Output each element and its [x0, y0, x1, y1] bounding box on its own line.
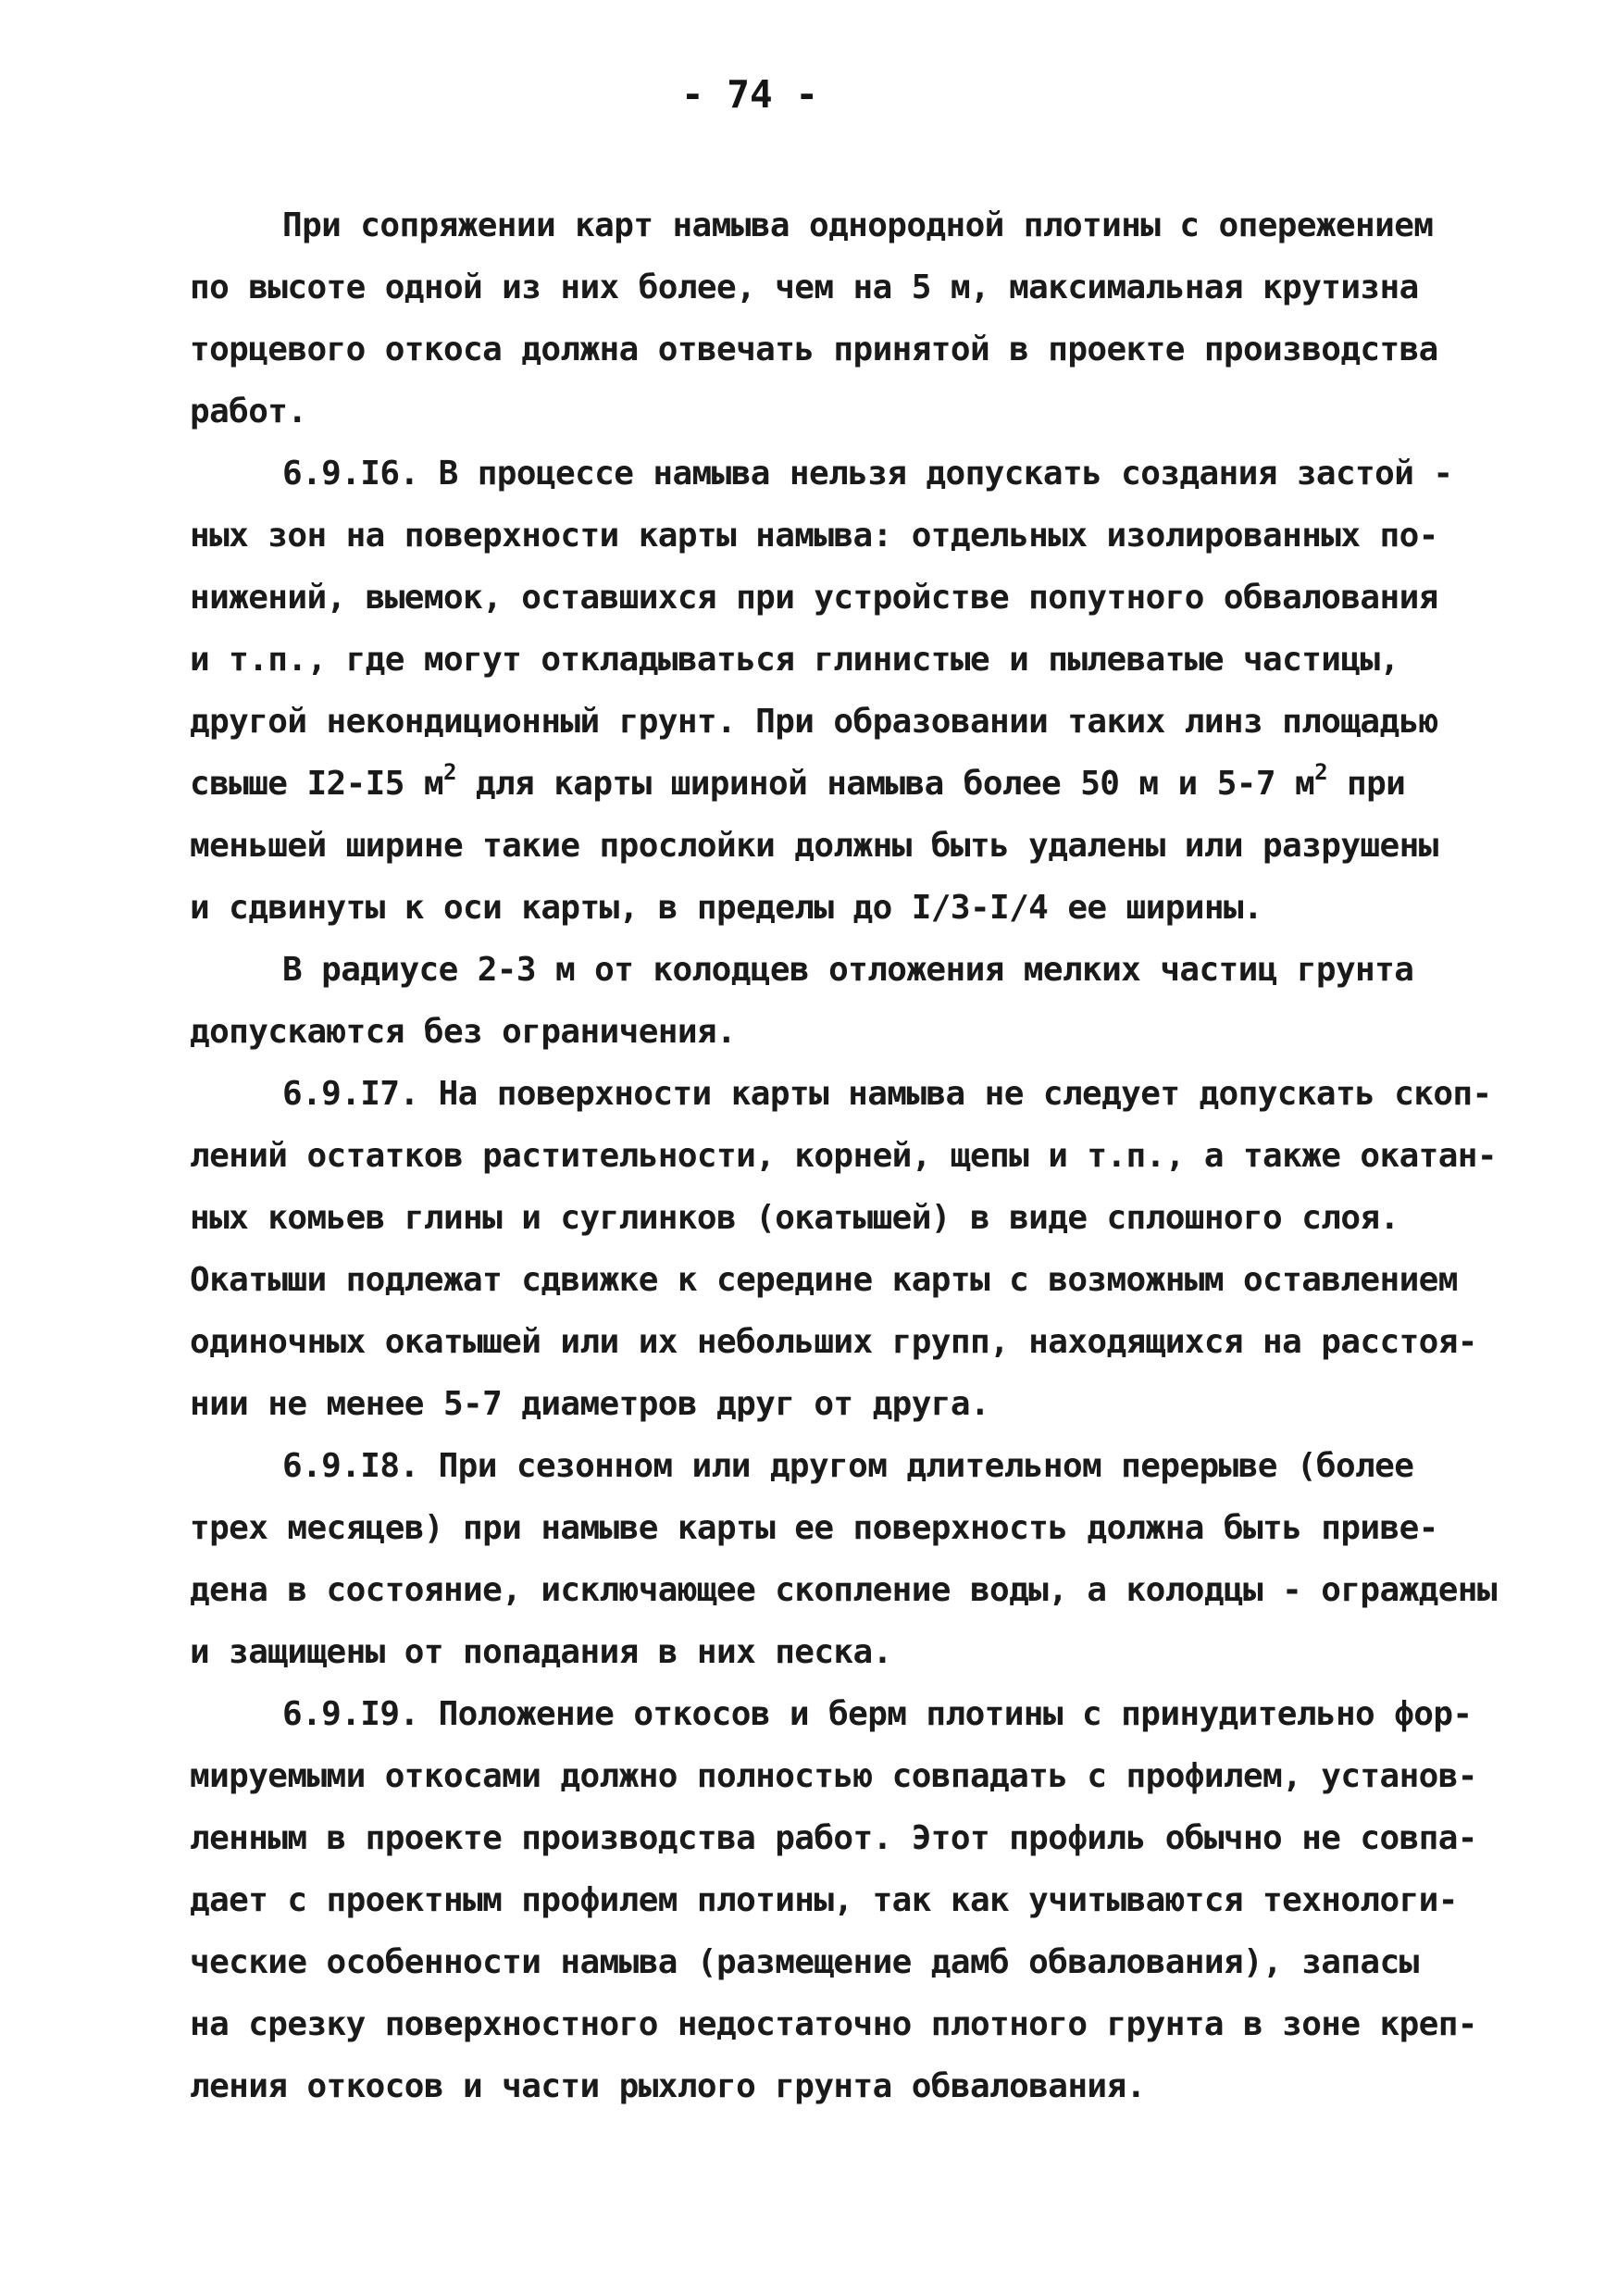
- text-line: ческие особенности намыва (размещение дамб обвалования), запасы: [190, 1943, 1419, 1981]
- text-line-with-superscripts: [190, 753, 1476, 815]
- text-line: 6.9.I6. В процессе намыва нельзя допускать создания застой -: [282, 455, 1453, 493]
- text-segment: свыше I2-I5 м: [190, 765, 443, 803]
- page-number: - 74 -: [680, 72, 819, 117]
- text-line: другой некондиционный грунт. При образовании таких линз площадью: [190, 703, 1438, 741]
- superscript: 2: [442, 759, 456, 785]
- text-line: ных зон на поверхности карты намыва: отдельных изолированных по-: [190, 517, 1438, 555]
- text-line: Окатыши подлежат сдвижке к середине карты с возможным оставлением: [190, 1261, 1458, 1299]
- text-line: дена в состояние, исключающее скопление воды, а колодцы - ограждены: [190, 1571, 1497, 1609]
- text-line: 6.9.I8. При сезонном или другом длительном перерыве (более: [282, 1447, 1414, 1485]
- body-text: [190, 194, 1497, 2117]
- text-line: При сопряжении карт намыва однородной плотины с опережением: [282, 206, 1434, 244]
- paragraph-6-9-16: [190, 443, 1476, 939]
- paragraph-6-9-19: [190, 1683, 1476, 2117]
- text-line: допускаются без ограничения.: [190, 1013, 737, 1051]
- text-segment: для карты шириной намыва более 50 м и 5-7 м: [455, 765, 1315, 803]
- text-line: ления откосов и части рыхлого грунта обвалования.: [190, 2067, 1146, 2105]
- text-line: по высоте одной из них более, чем на 5 м, максимальная крутизна: [190, 268, 1419, 306]
- text-line: меньшей ширине такие прослойки должны быть удалены или разрушены: [190, 827, 1438, 865]
- text-line: нии не менее 5-7 диаметров друг от друга.: [190, 1385, 990, 1423]
- text-line: 6.9.I7. На поверхности карты намыва не следует допускать скоп-: [282, 1075, 1492, 1113]
- text-line: ленным в проекте производства работ. Этот профиль обычно не совпа-: [190, 1819, 1477, 1857]
- paragraph-intro: [190, 194, 1476, 443]
- text-line: работ.: [190, 393, 307, 430]
- paragraph-6-9-17: [190, 1063, 1497, 1435]
- text-line: и сдвинуты к оси карты, в пределы до I/3-I/4 ее ширины.: [190, 889, 1263, 927]
- paragraph-6-9-18: [190, 1435, 1497, 1683]
- text-line: мируемыми откосами должно полностью совпадать с профилем, установ-: [190, 1757, 1477, 1795]
- text-line: и т.п., где могут откладываться глинистые и пылеватые частицы,: [190, 641, 1399, 679]
- text-line: на срезку поверхностного недостаточно плотного грунта в зоне креп-: [190, 2005, 1477, 2043]
- text-line: нижений, выемок, оставшихся при устройстве попутного обвалования: [190, 579, 1438, 617]
- paragraph-radius: [190, 939, 1476, 1063]
- superscript: 2: [1314, 759, 1327, 785]
- text-line: торцевого откоса должна отвечать принятой в проекте производства: [190, 331, 1438, 368]
- text-line: дает с проектным профилем плотины, так как учитываются технологи-: [190, 1881, 1458, 1919]
- text-line: лений остатков растительности, корней, щепы и т.п., а также окатан-: [190, 1137, 1497, 1175]
- text-line: 6.9.I9. Положение откосов и берм плотины с принудительно фор-: [282, 1695, 1473, 1733]
- text-segment: при: [1326, 765, 1406, 803]
- text-line: одиночных окатышей или их небольших групп, находящихся на расстоя-: [190, 1323, 1477, 1361]
- text-line: В радиусе 2-3 м от колодцев отложения мелких частиц грунта: [282, 951, 1414, 989]
- text-line: ных комьев глины и суглинков (окатышей) в виде сплошного слоя.: [190, 1199, 1399, 1237]
- text-line: трех месяцев) при намыве карты ее поверхность должна быть приве-: [190, 1509, 1438, 1547]
- text-line: и защищены от попадания в них песка.: [190, 1633, 892, 1671]
